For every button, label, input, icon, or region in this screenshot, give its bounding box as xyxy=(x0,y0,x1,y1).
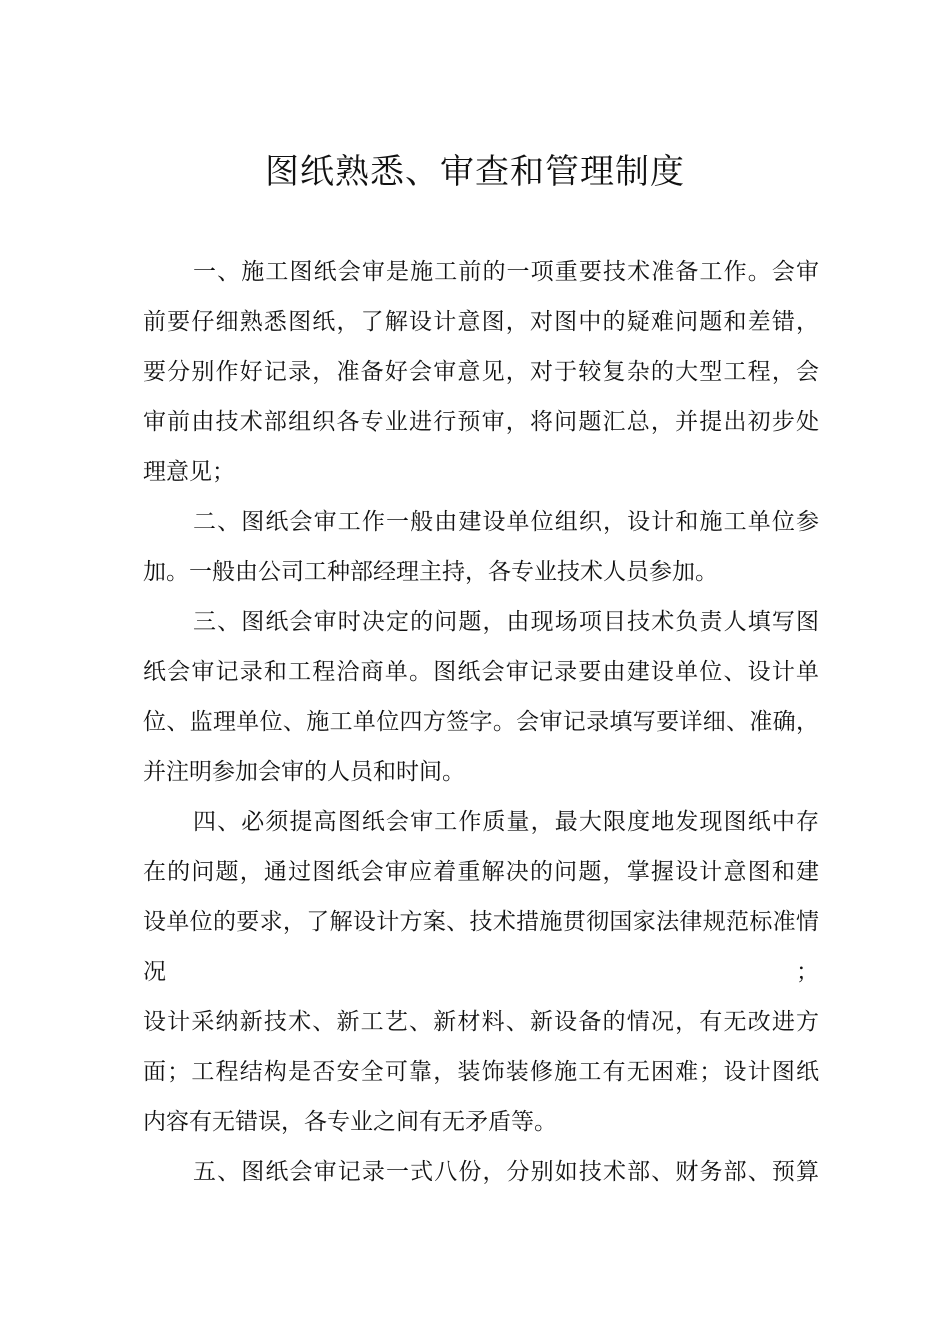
paragraph-3-line-1: 三、图纸会审时决定的问题，由现场项目技术负责人填写图 xyxy=(193,609,819,635)
paragraph-4-line-4 xyxy=(143,953,819,991)
paragraph-3-line-4: 并注明参加会审的人员和时间。 xyxy=(143,759,465,785)
paragraph-5-line-1: 五、图纸会审记录一式八份，分别如技术部、财务部、预算 xyxy=(193,1159,819,1185)
paragraph-4-line-6: 面；工程结构是否安全可靠，装饰装修施工有无困难；设计图纸 xyxy=(143,1059,819,1085)
paragraph-1-line-3: 要分别作好记录，准备好会审意见，对于较复杂的大型工程，会 xyxy=(143,359,819,385)
document-title: 图纸熟悉、审查和管理制度 xyxy=(265,152,685,192)
paragraph-4-line-5: 设计采纳新技术、新工艺、新材料、新设备的情况，有无改进方 xyxy=(143,1009,819,1035)
paragraph-1-line-1: 一、施工图纸会审是施工前的一项重要技术准备工作。会审 xyxy=(193,259,819,285)
paragraph-4-line-2: 在的问题，通过图纸会审应着重解决的问题，掌握设计意图和建 xyxy=(143,859,819,885)
paragraph-4-line-3: 设单位的要求，了解设计方案、技术措施贯彻国家法律规范标准情 xyxy=(143,909,819,935)
paragraph-4-line-1: 四、必须提高图纸会审工作质量，最大限度地发现图纸中存 xyxy=(193,809,819,835)
paragraph-3-line-3: 位、监理单位、施工单位四方签字。会审记录填写要详细、准确， xyxy=(143,709,819,735)
paragraph-1-line-5: 理意见； xyxy=(143,459,235,485)
paragraph-4-line-4-start: 况 xyxy=(143,959,166,985)
paragraph-2-line-2: 加。一般由公司工种部经理主持，各专业技术人员参加。 xyxy=(143,559,718,585)
paragraph-3-line-2: 纸会审记录和工程洽商单。图纸会审记录要由建设单位、设计单 xyxy=(143,659,819,685)
paragraph-2-line-1: 二、图纸会审工作一般由建设单位组织，设计和施工单位参 xyxy=(193,509,819,535)
paragraph-4-line-4-end: ； xyxy=(796,959,819,985)
paragraph-1-line-4: 审前由技术部组织各专业进行预审，将问题汇总，并提出初步处 xyxy=(143,409,819,435)
paragraph-1-line-2: 前要仔细熟悉图纸，了解设计意图，对图中的疑难问题和差错， xyxy=(143,309,819,335)
paragraph-4-line-7: 内容有无错误，各专业之间有无矛盾等。 xyxy=(143,1109,557,1135)
